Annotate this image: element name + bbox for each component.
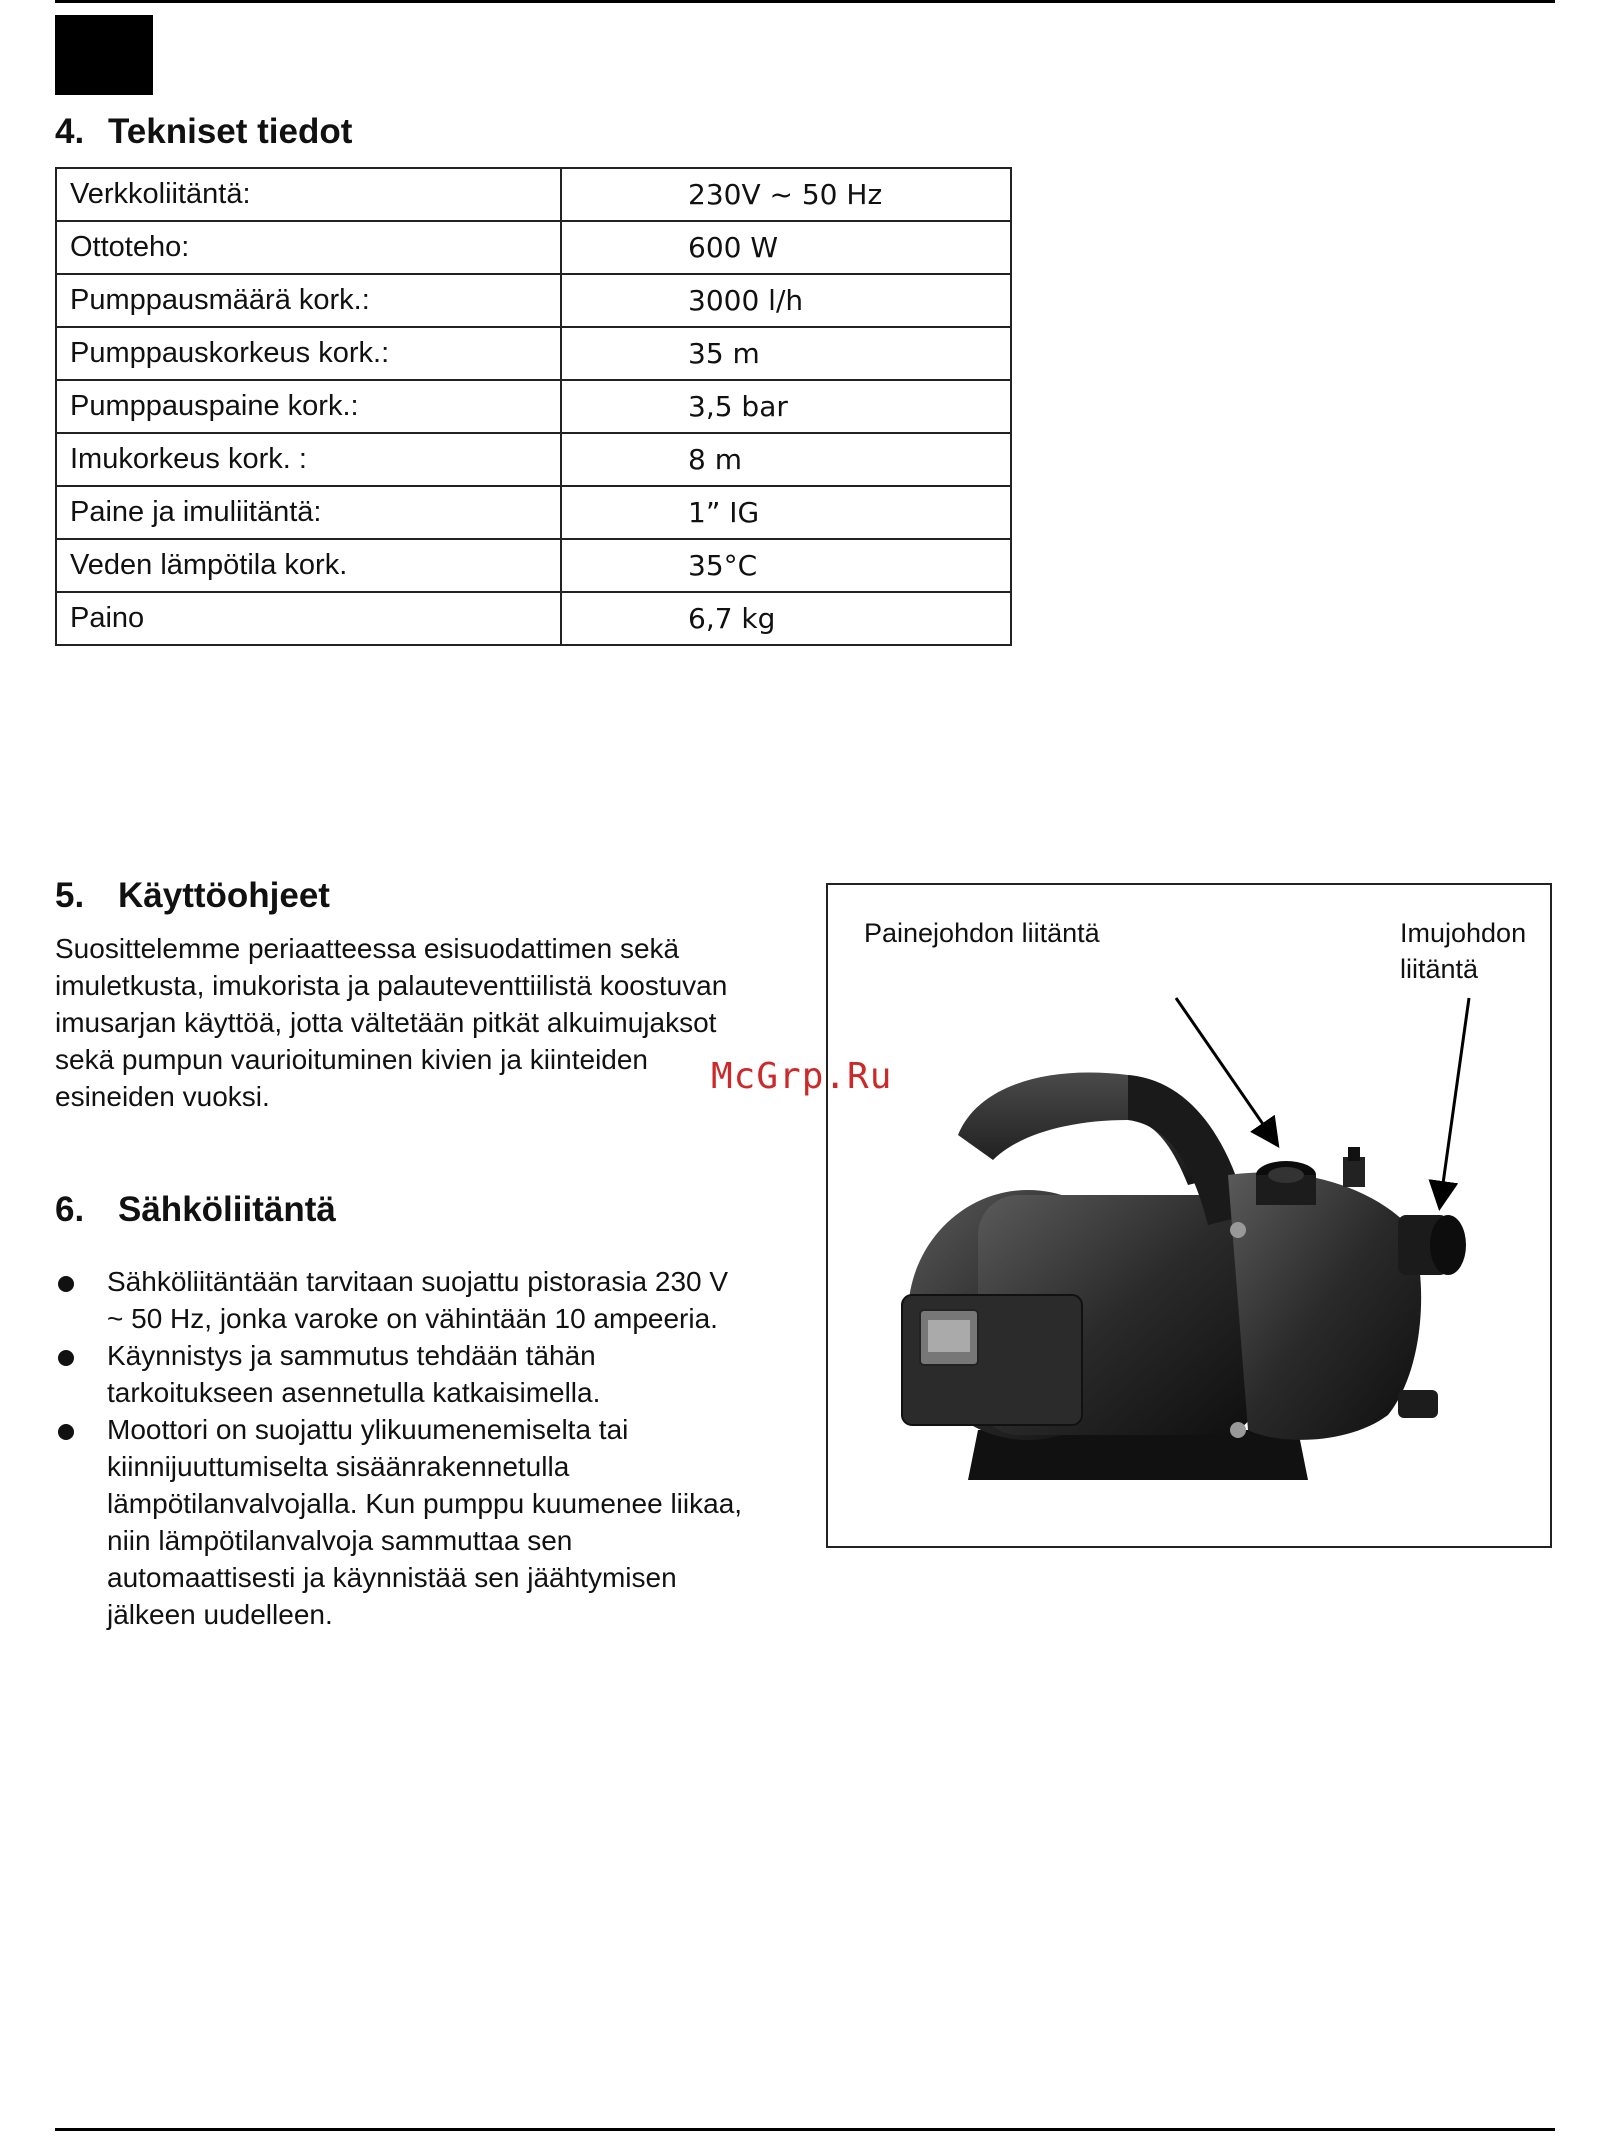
watermark: McGrp.Ru: [711, 1056, 893, 1097]
technical-data-table: [55, 167, 1012, 646]
spec-label: Pumppauspaine kork.:: [56, 380, 561, 433]
table-row: [56, 592, 1011, 645]
list-item: [55, 1337, 745, 1411]
spec-label: Verkkoliitäntä:: [56, 168, 561, 221]
spec-label: Veden lämpötila kork.: [56, 539, 561, 592]
table-row: [56, 539, 1011, 592]
section-title: Sähköliitäntä: [118, 1190, 336, 1229]
table-row: [56, 380, 1011, 433]
spec-value: 35°C: [561, 539, 1011, 592]
spec-value: 230V ~ 50 Hz: [561, 168, 1011, 221]
section-4-heading: [55, 112, 352, 152]
bullet-icon: [58, 1276, 74, 1292]
pressure-connection-callout: Painejohdon liitäntä: [864, 918, 1100, 948]
spec-label: Ottoteho:: [56, 221, 561, 274]
spec-value: 8 m: [561, 433, 1011, 486]
spec-value: 35 m: [561, 327, 1011, 380]
callout-line: liitäntä: [1400, 954, 1479, 984]
spec-value: 600 W: [561, 221, 1011, 274]
section-number: 4.: [55, 112, 85, 151]
list-item-text: Moottori on suojattu ylikuumenemiselta tai kiinnijuuttumiselta sisäänrakennetulla lämpötilanvalvojalla. Kun pumppu kuumenee liikaa, niin lämpötilanvalvoja sammuttaa sen automaattisesti ja käynnistää sen jäähtymisen jälkeen uudelleen.: [107, 1414, 743, 1630]
suction-arrow: [1440, 998, 1469, 1205]
page-marker-block: [55, 15, 153, 95]
table-row: [56, 168, 1011, 221]
spec-label: Pumppauskorkeus kork.:: [56, 327, 561, 380]
table-row: [56, 221, 1011, 274]
section-number: 6.: [55, 1190, 85, 1229]
spec-label: Paino: [56, 592, 561, 645]
bullet-icon: [58, 1350, 74, 1366]
top-rule: [55, 0, 1555, 3]
table-row: [56, 327, 1011, 380]
table-row: [56, 433, 1011, 486]
pump-illustration: [828, 885, 1550, 1546]
table-row: [56, 486, 1011, 539]
section-number: 5.: [55, 876, 85, 915]
spec-value: 3,5 bar: [561, 380, 1011, 433]
bottom-rule: [55, 2128, 1555, 2131]
callout-line: Imujohdon: [1400, 918, 1527, 948]
list-item-text: Sähköliitäntään tarvitaan suojattu pistorasia 230 V ~ 50 Hz, jonka varoke on vähintään 10 ampeeria.: [107, 1266, 729, 1334]
section-6-heading: [55, 1190, 336, 1230]
spec-label: Paine ja imuliitäntä:: [56, 486, 561, 539]
electrical-connection-list: [55, 1263, 745, 1633]
list-item: [55, 1263, 745, 1337]
spec-value: 3000 l/h: [561, 274, 1011, 327]
bullet-icon: [58, 1424, 74, 1440]
spec-value: 1” IG: [561, 486, 1011, 539]
section-title: Käyttöohjeet: [118, 876, 330, 915]
usage-instructions-text: Suosittelemme periaatteessa esisuodattimen sekä imuletkusta, imukorista ja palauteventtiilistä koostuvan imusarjan käyttöä, jotta vältetään pitkät alkuimujaksot sekä pumpun vaurioituminen kivien ja kiinteiden esineiden vuoksi.: [55, 933, 728, 1112]
spec-value: 6,7 kg: [561, 592, 1011, 645]
list-item-text: Käynnistys ja sammutus tehdään tähän tarkoitukseen asennetulla katkaisimella.: [107, 1340, 601, 1408]
list-item: [55, 1411, 745, 1633]
table-row: [56, 274, 1011, 327]
spec-label: Imukorkeus kork. :: [56, 433, 561, 486]
section-title: Tekniset tiedot: [108, 112, 353, 151]
spec-label: Pumppausmäärä kork.:: [56, 274, 561, 327]
section-5-heading: [55, 876, 330, 916]
pump-figure: [826, 883, 1552, 1548]
